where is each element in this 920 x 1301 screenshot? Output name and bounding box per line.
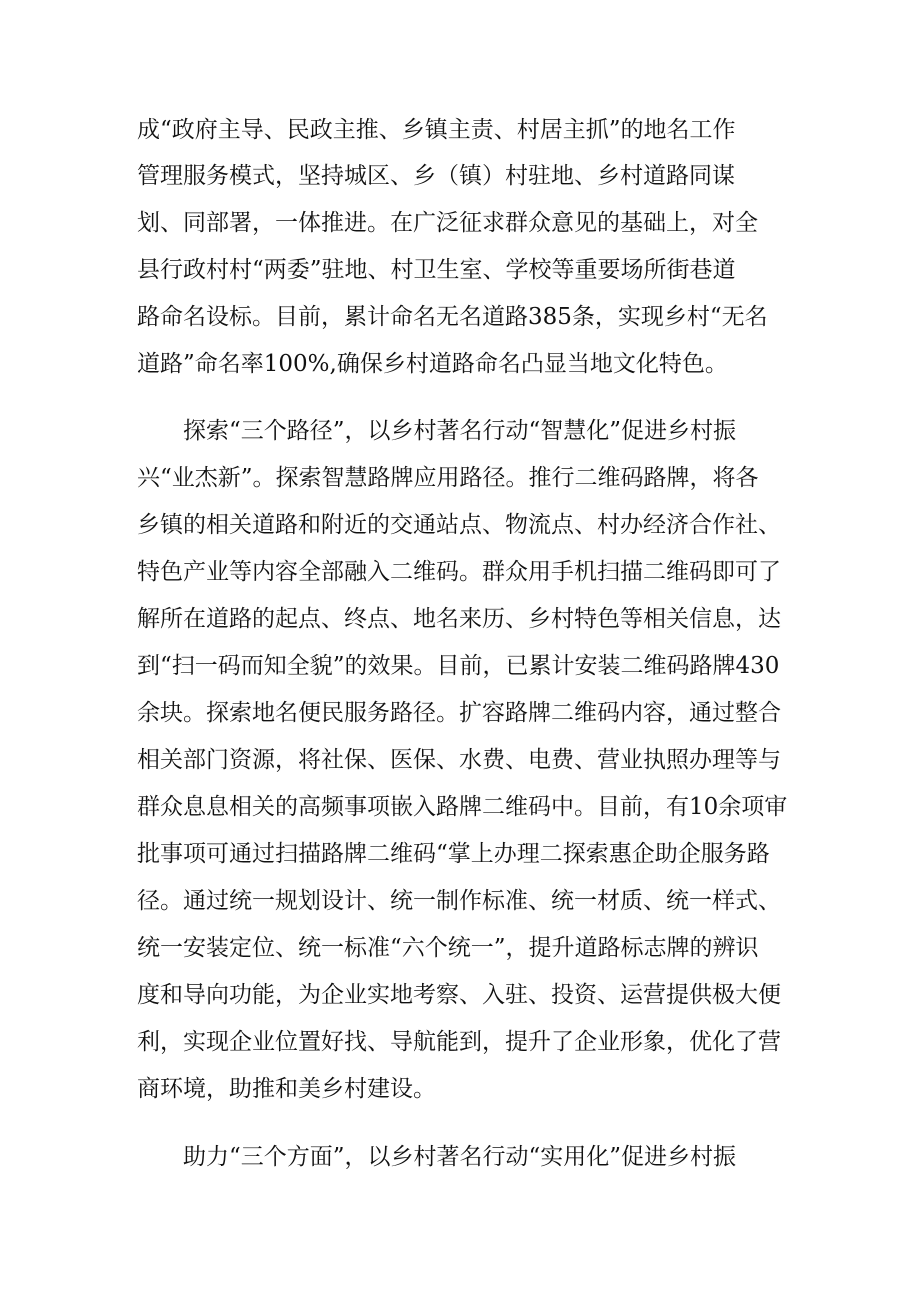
text-line: 道路”命名率100%,确保乡村道路命名凸显当地文化特色。: [137, 351, 728, 377]
text-line: 到“扫一码而知全貌”的效果。目前，已累计安装二维码路牌430: [137, 653, 780, 679]
text-line: 余块。探索地名便民服务路径。扩容路牌二维码内容，通过整合: [137, 700, 781, 726]
text-line: 管理服务模式，坚持城区、乡（镇）村驻地、乡村道路同谋: [137, 163, 735, 189]
text-line: 成“政府主导、民政主推、乡镇主责、村居主抓”的地名工作: [137, 117, 736, 143]
text-line: 相关部门资源，将社保、医保、水费、电费、营业执照办理等与: [137, 747, 781, 773]
text-line: 群众息息相关的高频事项嵌入路牌二维码中。目前，有10余项审: [137, 794, 788, 820]
text-line: 解所在道路的起点、终点、地名来历、乡村特色等相关信息，达: [137, 606, 781, 632]
text-line: 县行政村村“两委”驻地、村卫生室、学校等重要场所街巷道: [137, 257, 736, 283]
text-line: 批事项可通过扫描路牌二维码“掌上办理二探索惠企助企服务路: [137, 841, 770, 867]
text-line: 度和导向功能，为企业实地考察、入驻、投资、运营提供极大便: [137, 982, 781, 1008]
text-line: 利，实现企业位置好找、导航能到，提升了企业形象，优化了营: [137, 1029, 781, 1055]
text-line: 径。通过统一规划设计、统一制作标准、统一材质、统一样式、: [137, 888, 781, 914]
text-line: 划、同部署，一体推进。在广泛征求群众意见的基础上，对全: [137, 210, 758, 236]
paragraph-first-line: 助力“三个方面”，以乡村著名行动“实用化”促进乡村振: [183, 1144, 737, 1170]
paragraph-first-line: 探索“三个路径”，以乡村著名行动“智慧化”促进乡村振: [183, 418, 737, 444]
text-line: 特色产业等内容全部融入二维码。群众用手机扫描二维码即可了: [137, 559, 781, 585]
text-line: 商环境，助推和美乡村建设。: [137, 1076, 436, 1102]
text-line: 乡镇的相关道路和附近的交通站点、物流点、村办经济合作社、: [137, 512, 781, 538]
text-line: 兴“业杰新”。探索智慧路牌应用路径。推行二维码路牌，将各: [137, 465, 759, 491]
text-line: 统一安装定位、统一标准“六个统一”，提升道路标志牌的辨识: [137, 935, 759, 961]
text-line: 路命名设标。目前，累计命名无名道路385条，实现乡村“无名: [137, 304, 768, 330]
